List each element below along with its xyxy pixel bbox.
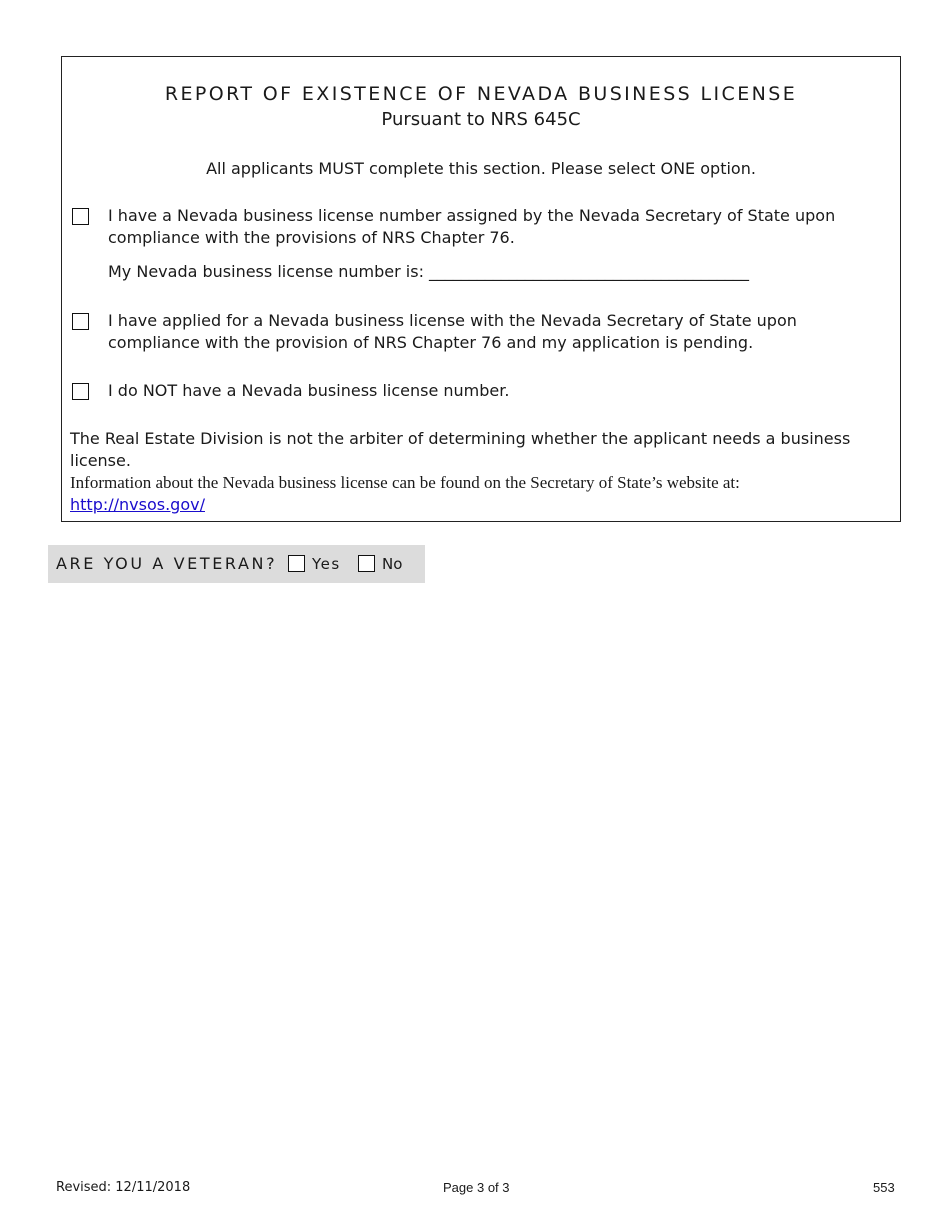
veteran-no-checkbox[interactable]: [358, 555, 375, 572]
form-number: 553: [873, 1180, 895, 1195]
info-note: [70, 428, 890, 516]
license-number-field[interactable]: [108, 262, 749, 281]
business-license-section: [61, 56, 901, 522]
note-line-2: Information about the Nevada business license can be found on the Secretary of State’s website at:: [70, 473, 740, 492]
option-3-checkbox[interactable]: [72, 383, 89, 400]
section-title: REPORT OF EXISTENCE OF NEVADA BUSINESS LICENSE: [164, 83, 798, 105]
veteran-yes-checkbox[interactable]: [288, 555, 305, 572]
option-1-checkbox[interactable]: [72, 208, 89, 225]
veteran-no-label: No: [382, 555, 403, 573]
veteran-question: ARE YOU A VETERAN?: [56, 554, 278, 573]
option-1-label: I have a Nevada business license number assigned by the Nevada Secretary of State upon compliance with the provisions of NRS Chapter 76.: [108, 206, 836, 247]
section-subtitle: Pursuant to NRS 645C: [381, 109, 581, 130]
section-instruction: All applicants MUST complete this section. Please select ONE option.: [206, 159, 756, 178]
license-number-label: My Nevada business license number is:: [108, 262, 424, 281]
revised-date: Revised: 12/11/2018: [56, 1180, 191, 1195]
option-2-checkbox[interactable]: [72, 313, 89, 330]
nvsos-link[interactable]: http://nvsos.gov/: [70, 495, 205, 514]
option-2-label: I have applied for a Nevada business license with the Nevada Secretary of State upon compliance with the provision of NRS Chapter 76 and my application is pending.: [108, 311, 797, 352]
veteran-question-bar: [48, 545, 425, 583]
license-number-blank[interactable]: ________________________________________: [429, 262, 750, 281]
note-line-1: The Real Estate Division is not the arbiter of determining whether the applicant needs a business license.: [70, 429, 851, 470]
veteran-yes-label: Yes: [312, 555, 341, 573]
option-3-label: I do NOT have a Nevada business license number.: [108, 381, 510, 400]
page-number: Page 3 of 3: [443, 1180, 510, 1195]
